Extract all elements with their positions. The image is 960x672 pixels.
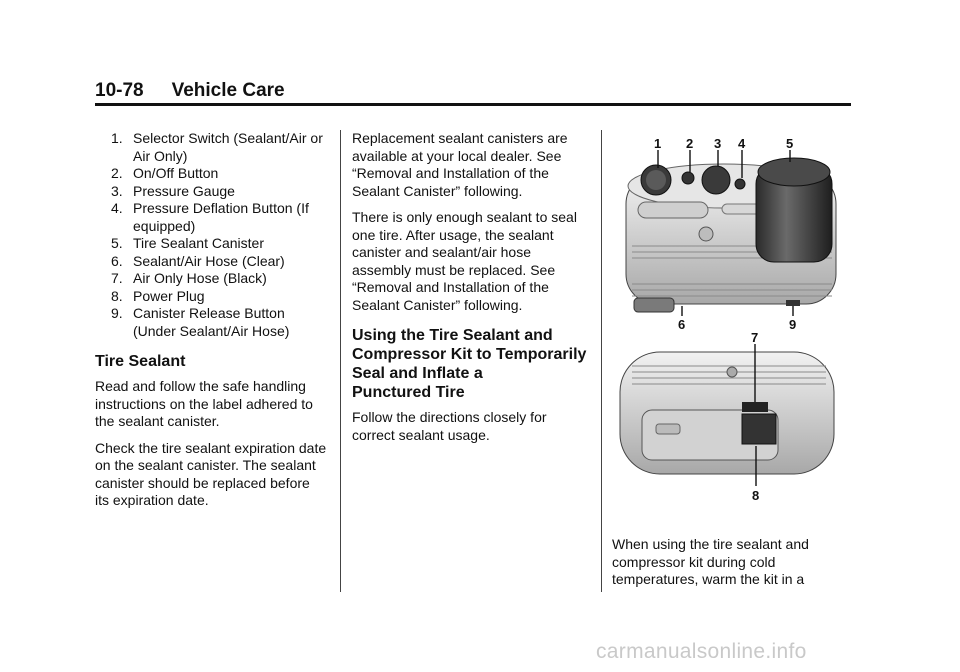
compressor-kit-illustration — [612, 134, 844, 516]
callout-2: 2 — [686, 136, 694, 151]
callout-8: 8 — [752, 488, 760, 503]
paragraph: Check the tire sealant expiration date on the sealant canister. The sealant canister should be replaced before its expiration date. — [95, 439, 327, 508]
header-rule — [95, 103, 851, 106]
compressor-kit-figure — [612, 134, 844, 516]
list-item: 8. Power Plug — [111, 287, 205, 304]
list-item: 4. Pressure Deflation Button (If equipped) — [111, 200, 309, 234]
list-item: 6. Sealant/Air Hose (Clear) — [111, 252, 285, 269]
paragraph: Replacement sealant canisters are available at your local dealer. See “Removal and Installation of the Sealant Canister” following. — [352, 130, 568, 199]
section-heading-using-kit: Using the Tire Sealant and Compressor Kit to Temporarily Seal and Inflate a Punctured Tire — [352, 327, 587, 401]
list-item: 9. Canister Release Button (Under Sealant/Air Hose) — [111, 305, 290, 339]
callout-1: 1 — [654, 136, 662, 151]
callout-9: 9 — [789, 317, 797, 332]
section-heading-tire-sealant: Tire Sealant — [95, 353, 186, 370]
list-item: 2. On/Off Button — [111, 165, 219, 181]
bottom-view — [620, 344, 834, 486]
paragraph: Read and follow the safe handling instructions on the label adhered to the sealant canister. — [95, 378, 313, 429]
page-header — [95, 80, 285, 102]
column-divider-2 — [601, 130, 602, 592]
list-item: 7. Air Only Hose (Black) — [111, 270, 267, 286]
callout-6: 6 — [678, 317, 686, 332]
paragraph: Follow the directions closely for correct sealant usage. — [352, 409, 547, 443]
page-number: 10-78 — [95, 80, 144, 101]
callout-5: 5 — [786, 136, 794, 151]
left-column — [95, 130, 327, 519]
component-list — [111, 130, 327, 340]
list-item: 3. Pressure Gauge — [111, 182, 235, 199]
callout-7: 7 — [751, 330, 759, 345]
paragraph: There is only enough sealant to seal one tire. After usage, the sealant canister and sealant/air hose assembly must be replaced. See “Removal and Installation of the Sealant Canister” following. — [352, 209, 577, 313]
list-item: 1. Selector Switch (Sealant/Air or Air Only) — [111, 130, 323, 164]
middle-column — [352, 130, 592, 453]
callout-3: 3 — [714, 136, 722, 151]
column-divider-1 — [340, 130, 341, 592]
list-item: 5. Tire Sealant Canister — [111, 235, 264, 251]
top-view — [626, 150, 836, 316]
section-title: Vehicle Care — [171, 80, 285, 101]
watermark: carmanualsonline.info — [596, 640, 807, 663]
paragraph: When using the tire sealant and compressor kit during cold temperatures, warm the kit in a — [612, 536, 809, 587]
callout-4: 4 — [738, 136, 746, 151]
right-column — [612, 536, 842, 598]
